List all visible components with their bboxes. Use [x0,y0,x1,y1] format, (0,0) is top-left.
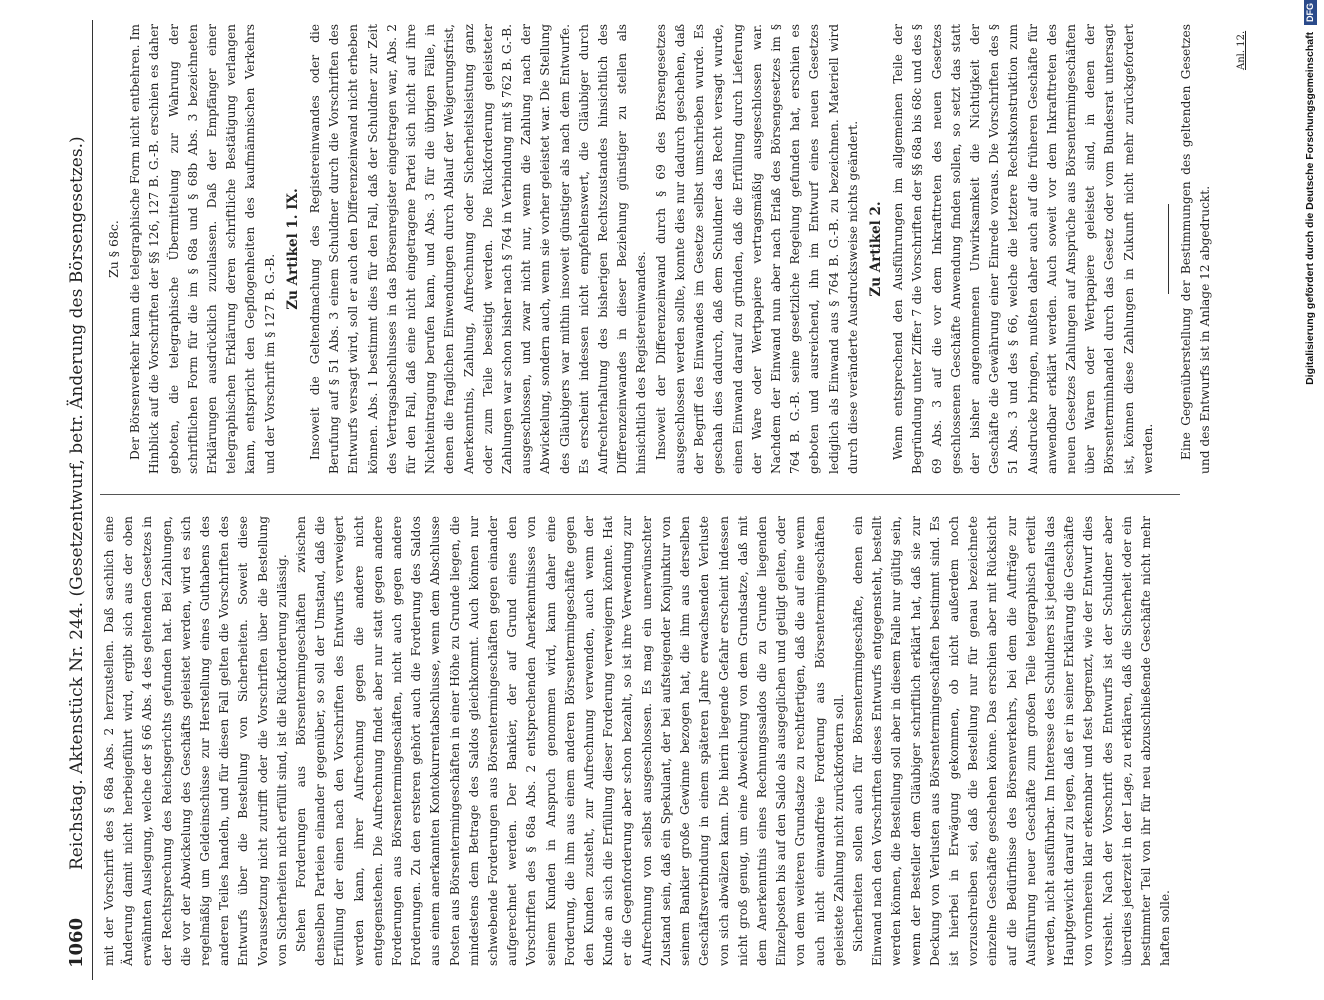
paragraph: mit der Vorschrift des § 68a Abs. 2 herzustellen. Daß sachlich eine Änderung damit nicht herbeigeführt wird, ergibt sich aus der oben erwähnten Auslegung, welche der § 66 Abs. 4 des geltenden Gesetzes in der Rechtsprechung des Reichsgerichts gefunden hat. Bei Zahlungen, die vor der Abwickelung des Geschäfts geleistet werden, wird es sich regelmäßig um Geldeinschüsse zur Herstellung eines Guthabens des anderen Teiles handeln, und für diesen Fall gelten die Vorschriften des Entwurfs über die Bestellung von Sicherheiten. Soweit diese Voraussetzung nicht zutrifft oder die Vorschriften über die Bestellung von Sicherheiten nicht erfüllt sind, ist die Rückforderung zulässig. [102,516,289,966]
paragraph: Wenn entsprechend den Ausführungen im allgemeinen Teile der Begründung unter Ziffer 7 die Vorschriften der §§ 68a bis 68c und des § 69 Abs. 3 auf die vor dem Inkrafttreten des neuen Gesetzes geschlossenen Geschäfte Anwendung finden sollen, so setzt das statt der bisher angenommenen Unwirksamkeit die Nichtigkeit der Geschäfte die Gewährung einer Einrede voraus. Die Vorschriften des § 51 Abs. 3 und des § 66, welche die letztere Rechtskonstruktion zum Ausdrucke bringen, mußten daher auch auf die früheren Geschäfte für anwendbar erklärt werden. Auch soweit vor dem Inkrafttreten des neuen Gesetzes Zahlungen auf Ansprüche aus Börsentermingeschäften über Waren oder Wertpapiere geleistet sind, in denen der Börsenterminhandel durch das Gesetz oder vom Bundesrat untersagt ist, können diese Zahlungen in Zukunft nicht mehr zurückgefordert werden. [891,24,1155,474]
paragraph: Eine Gegenüberstellung der Bestimmungen des geltenden Gesetzes und des Entwurfs ist in Anlage 12 abgedruckt. [1178,24,1213,474]
paragraph: Sicherheiten sollen auch für Börsentermingeschäfte, denen ein Einwand nach den Vorschriften dieses Entwurfs entgegensteht, bestellt werden können, die Bestellung soll aber in diesem Falle nur gültig sein, wenn der Besteller dem Gläubiger schriftlich erklärt hat, daß sie zur Deckung von Verlusten aus Börsentermingeschäften bestimmt sind. Es ist hierbei in Erwägung gekommen, ob nicht außerdem noch vorzuschreiben sei, daß die Bestellung nur für genau bezeichnete einzelne Geschäfte geschehen könne. Das erschien aber mit Rücksicht auf die Bedürfnisse des Börsenverkehrs, bei dem die Aufträge zur Ausführung neuer Geschäfte zum großen Teile telegraphisch erteilt werden, nicht ausführbar. Im Interesse des Schuldners ist jedenfalls das Hauptgewicht darauf zu legen, daß er in seiner Erklärung die Geschäfte von vornherein klar erkennbar und fest begrenzt, wie der Entwurf dies vorsieht. Nach der Vorschrift des Entwurfs ist der Schuldner aber überdies jederzeit in der Lage, zu erklären, daß die Sicherheit oder ein bestimmter Teil von ihr für neu abzuschließende Geschäfte nicht mehr haften solle. [850,516,1173,966]
right-column [100,23,1213,474]
digitization-text: Digitalisierung gefördert durch die Deutsche Forschungsgemeinschaft [1304,31,1316,385]
short-rule [1168,204,1169,294]
section-heading: Zu § 68c. [106,220,121,278]
page-header [62,20,93,980]
column-divider [100,494,1180,495]
paragraph: Insoweit der Differenzeinwand durch § 69 des Börsengesetzes ausgeschlossen werden sollte, konnte dies nur dadurch geschehen, daß der Begriff des Einwandes im Gesetze selbst umschrieben wurde. Es geschah dies dadurch, daß dem Schuldner das Recht versagt wurde, einen Einwand darauf zu gründen, daß die Erfüllung durch Lieferung der Ware oder Wertpapiere vertragsmäßig ausgeschlossen war. Nachdem der Einwand nun aber nach Erlaß des Börsengesetzes im § 764 B. G.-B. seine gesetzliche Regelung gefunden hat, erschien es geboten und ausreichend, ihn im Entwurf eines neuen Gesetzes lediglich als Einwand aus § 764 B. G.-B. zu bezeichnen. Materiell wird durch diese veränderte Ausdrucksweise nichts geändert. [653,24,860,474]
paragraph: Stehen Forderungen aus Börsentermingeschäften zwischen denselben Parteien einander gegenüber, so soll der Umstand, daß die Erfüllung der einen nach den Vorschriften des Entwurfs verweigert werden kann, ihrer Aufrechnung gegen die andere nicht entgegenstehen. Die Aufrechnung findet aber nur statt gegen andere Forderungen aus Börsentermingeschäften, nicht auch gegen andere Forderungen. Zu den ersteren gehört auch die Forderung des Saldos aus einem anerkannten Kontokurrentabschlusse, wenn dem Abschlusse Posten aus Börsentermingeschäften in einer Höhe zu Grunde liegen, die mindestens dem Betrage des Saldos gleichkommt. Auch können nur schwebende Forderungen aus Börsentermingeschäften gegen einander aufgerechnet werden. Der Bankier, der auf Grund eines den Vorschriften des § 68a Abs. 2 entsprechenden Anerkenntnisses von seinem Kunden in Anspruch genommen wird, kann daher eine Forderung, die ihm aus einem anderen Börsentermingeschäfte gegen den Kunden zusteht, zur Aufrechnung verwenden, auch wenn der Kunde an sich die Erfüllung dieser Forderung verweigern könnte. Hat er die Gegenforderung aber schon bezahlt, so ist ihre Verwendung zur Aufrechnung von selbst ausgeschlossen. Es mag ein unerwünschter Zustand sein, daß ein Spekulant, der bei aufsteigender Konjunktur von seinem Bankier große Gewinne bezogen hat, die ihm aus derselben Geschäftsverbindung in einem späteren Jahre erwachsenden Verluste von sich abwälzen kann. Die hierin liegende Gefahr erscheint indessen nicht groß genug, um eine Abweichung von dem Grundsatze, daß mit dem Anerkenntnis eines Rechnungssaldos die zu Grunde liegenden Einzelposten bis auf den Saldo als ausgeglichen und getilgt gelten, oder von dem weiteren Grundsatze zu rechtfertigen, daß die auf eine wenn auch nicht einwandfreie Forderung aus Börsentermingeschäften geleistete Zahlung nicht zurückfordern soll. [294,516,846,966]
section-heading: Zu Artikel 1. IX. [284,188,301,310]
paragraph: Der Börsenverkehr kann die telegraphische Form nicht entbehren. Im Hinblick auf die Vorschriften der §§ 126, 127 B. G.-B. erschien es daher geboten, die telegraphische Übermittelung zur Wahrung der schriftlichen Form für die im § 68a und § 68b Abs. 3 bezeichneten Erklärungen ausdrücklich zuzulassen. Daß der Empfänger einer telegraphischen Erklärung deren schriftliche Bestätigung verlangen kann, entspricht den Gepflogenheiten des kaufmännischen Verkehrs und der Vorschrift im § 127 B. G.-B. [128,24,277,474]
dfg-logo: DFG [1304,0,1317,25]
section-heading: Zu Artikel 2. [867,201,884,297]
page-number: 1060 [66,917,87,968]
margin-note-anlage: Anl. 12. [1236,30,1247,70]
left-column [100,516,1220,966]
paragraph: Insoweit die Geltendmachung des Registereinwandes oder die Berufung auf § 51 Abs. 3 einem Schuldner durch die Vorschriften des Entwurfs versagt wird, soll er auch den Differenzeinwand nicht erheben können. Abs. 1 bestimmt dies für den Fall, daß der Schuldner zur Zeit des Vertragsabschlusses in das Börsenregister eingetragen war, Abs. 2 für den Fall, daß eine nicht eingetragene Partei sich nicht auf ihre Nichteintragung berufen kann, und Abs. 3 für die übrigen Fälle, in denen die fraglichen Einwendungen durch Ablauf der Weigerungsfrist, Anerkenntnis, Zahlung, Aufrechnung oder Sicherheitsleistung ganz oder zum Teile beseitigt werden. Die Rückforderung geleisteter Zahlungen war schon bisher nach § 764 in Verbindung mit § 762 B. G.-B. ausgeschlossen, und zwar nicht nur, wenn die Zahlung nach der Abwickelung, sondern auch, wenn sie vorher geleistet war. Die Stellung des Gläubigers war mithin insoweit günstiger als nach dem Entwurfe. Es erscheint indessen nicht empfehlenswert, die Gläubiger durch Aufrechterhaltung des bisherigen Rechtszustandes hinsichtlich des Differenzeinwandes in dieser Beziehung günstiger zu stellen als hinsichtlich des Registereinwandes. [308,23,649,474]
running-head: Reichstag. Aktenstück Nr. 244. (Gesetzentwurf, betr. Änderung des Börsengesetzes.) [67,136,87,870]
digitization-note [1300,0,1320,1000]
